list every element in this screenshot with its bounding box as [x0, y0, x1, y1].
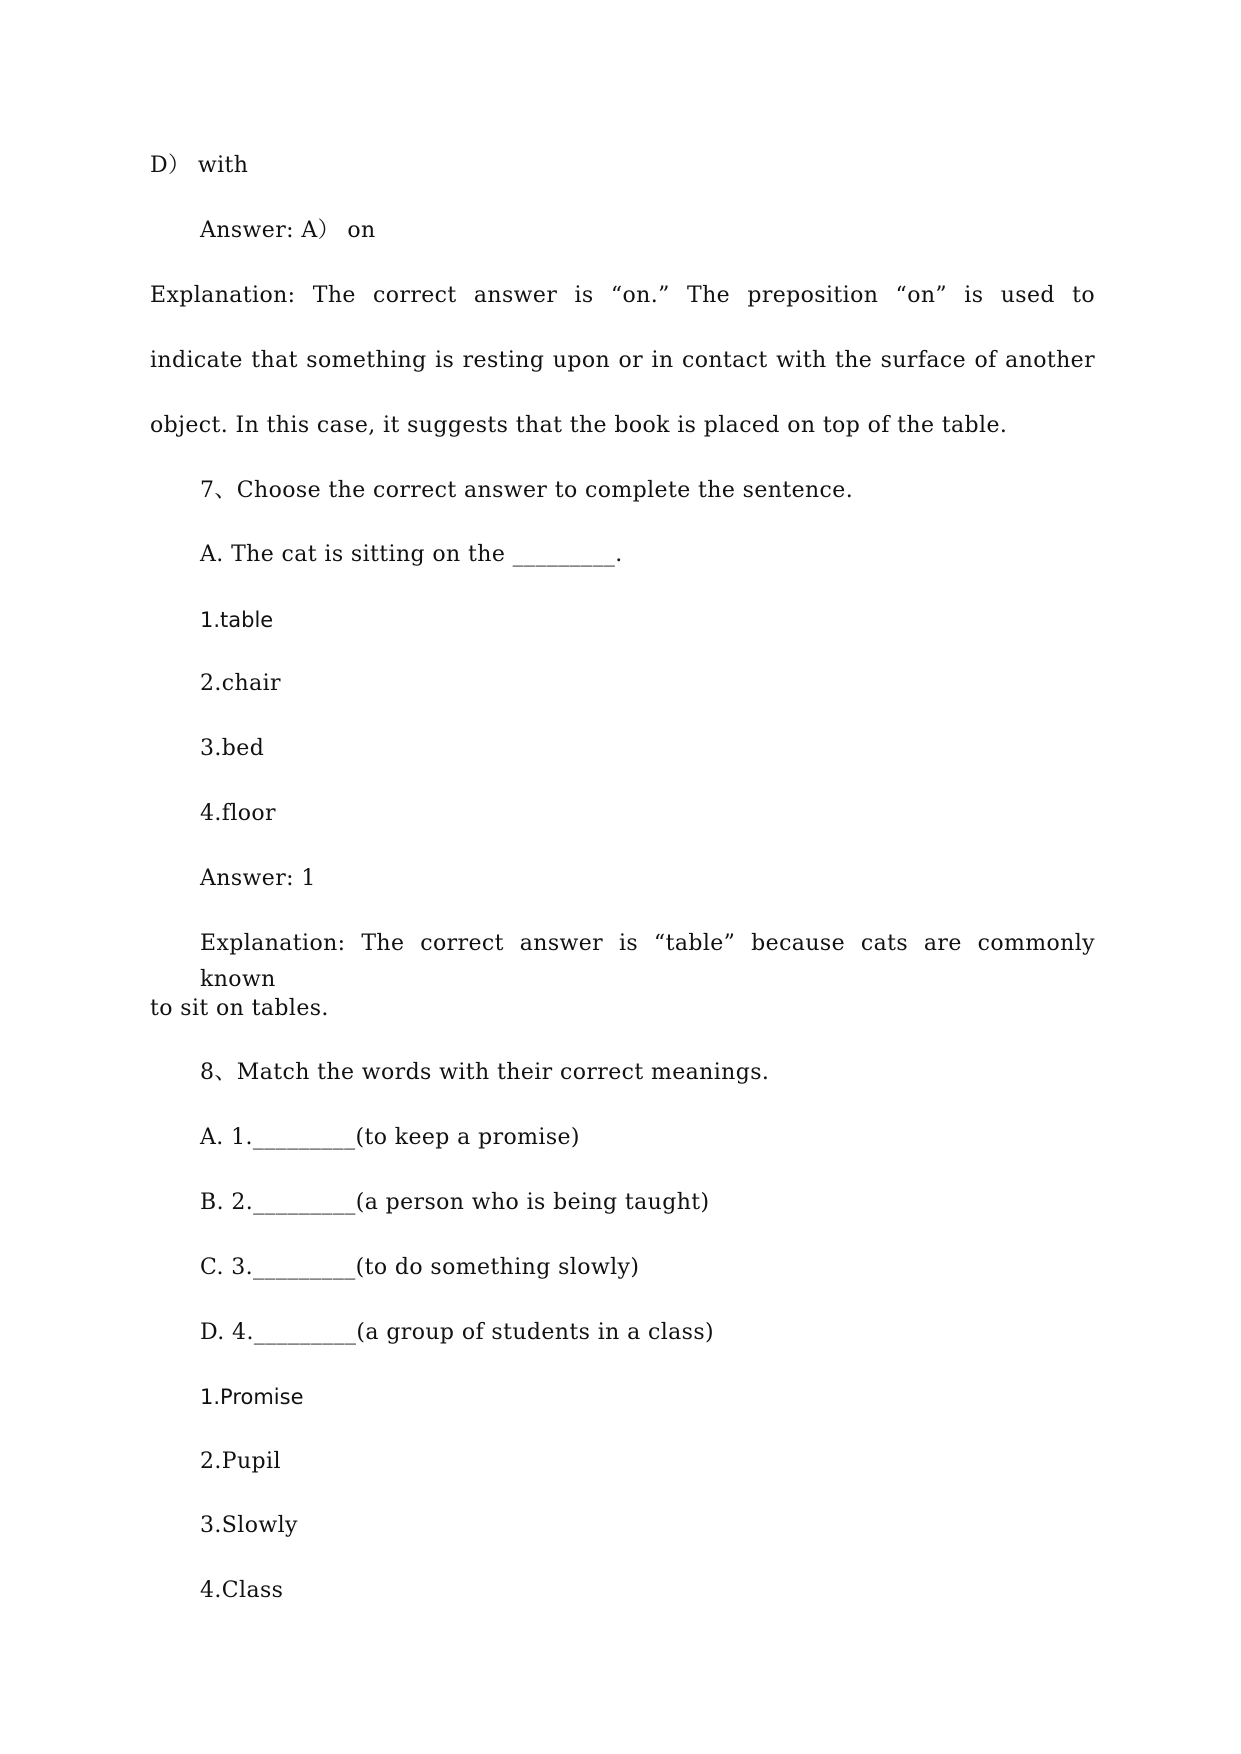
- question-8-word-1: 1.Promise: [200, 1385, 304, 1409]
- question-7-answer: Answer: 1: [200, 866, 316, 891]
- question-8-word-4: 4.Class: [200, 1578, 284, 1603]
- question-8-item-d: D. 4._________(a group of students in a class): [200, 1320, 715, 1345]
- question-8-word-3: 3.Slowly: [200, 1513, 298, 1538]
- question-8-item-b: B. 2._________(a person who is being taught): [200, 1190, 710, 1215]
- question-7-option-4: 4.floor: [200, 801, 276, 826]
- question-7-explanation-line-2: to sit on tables.: [150, 996, 329, 1021]
- question-7-option-1: 1.table: [200, 608, 274, 632]
- question-7-prompt: 7、Choose the correct answer to complete the sentence.: [200, 478, 854, 503]
- option-d: D） with: [150, 153, 249, 178]
- question-7-sentence: A. The cat is sitting on the _________.: [200, 542, 623, 567]
- question-7-explanation-line-1: Explanation: The correct answer is “table” because cats are commonly known: [200, 931, 1095, 992]
- explanation-line-1: Explanation: The correct answer is “on.” The preposition “on” is used to: [150, 283, 1095, 308]
- question-7-option-2: 2.chair: [200, 671, 281, 696]
- explanation-line-2: indicate that something is resting upon or in contact with the surface of another: [150, 348, 1095, 373]
- question-7-option-3: 3.bed: [200, 736, 265, 761]
- question-8-word-2: 2.Pupil: [200, 1449, 281, 1474]
- question-8-item-c: C. 3._________(to do something slowly): [200, 1255, 640, 1280]
- explanation-line-3: object. In this case, it suggests that the book is placed on top of the table.: [150, 413, 1008, 438]
- question-8-item-a: A. 1._________(to keep a promise): [200, 1125, 580, 1150]
- question-8-prompt: 8、Match the words with their correct meanings.: [200, 1060, 770, 1085]
- answer-line: Answer: A） on: [200, 218, 376, 243]
